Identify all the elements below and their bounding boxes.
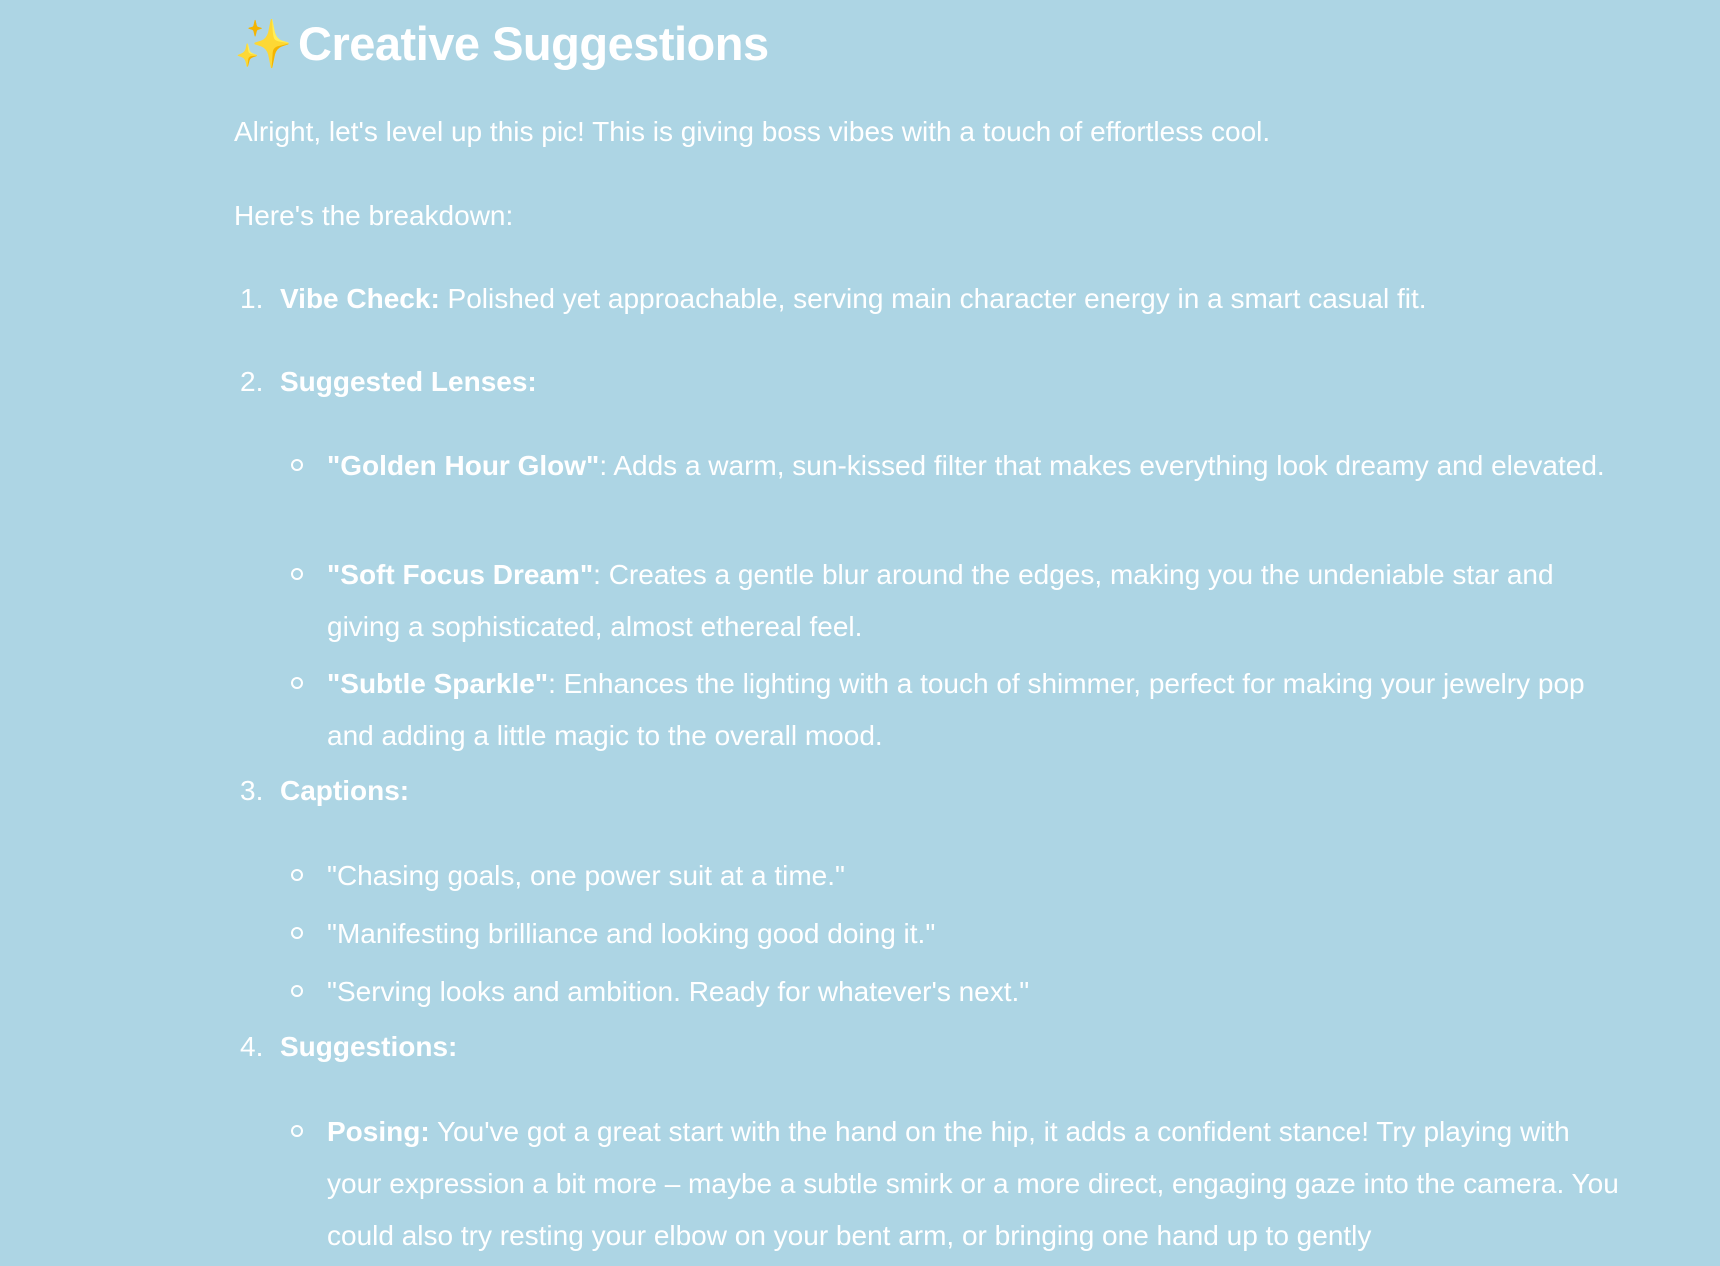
sub-item-text: : Creates a gentle blur around the edges, making you the undeniable star and giving a sophisticated, almost ethereal feel.	[327, 559, 1554, 642]
page-title	[234, 8, 1634, 80]
hollow-bullet-icon	[291, 869, 303, 881]
sub-list-item	[327, 1106, 1627, 1262]
breakdown-label: Here's the breakdown:	[234, 200, 514, 231]
list-number: 4.	[240, 1031, 264, 1062]
sub-item-label: "Subtle Sparkle"	[327, 668, 549, 699]
hollow-bullet-icon	[291, 1125, 303, 1137]
page-title-text: Creative Suggestions	[298, 17, 769, 70]
sub-list-item	[327, 966, 1627, 1018]
hollow-bullet-icon	[291, 927, 303, 939]
sub-item-text: "Manifesting brilliance and looking good doing it."	[327, 918, 936, 949]
sub-item-text: You've got a great start with the hand on the hip, it adds a confident stance! Try playing with your expression a bit more – maybe a subtle smirk or a more direct, engaging gaze into the camera. You could also try resting your elbow on your bent arm, or bringing one hand up to gently	[327, 1116, 1619, 1251]
response-content	[234, 0, 1634, 1251]
list-number: 2.	[240, 366, 264, 397]
sub-item-text: : Adds a warm, sun-kissed filter that makes everything look dreamy and elevated.	[599, 450, 1605, 481]
list-item-label: Captions:	[280, 775, 410, 806]
list-item-label: Suggested Lenses:	[280, 366, 537, 397]
sub-item-text: "Serving looks and ambition. Ready for whatever's next."	[327, 976, 1030, 1007]
hollow-bullet-icon	[291, 677, 303, 689]
sub-list-item	[327, 440, 1627, 492]
sub-list-item	[327, 850, 1627, 902]
intro-text: Alright, let's level up this pic! This is giving boss vibes with a touch of effortless cool.	[234, 116, 1271, 147]
hollow-bullet-icon	[291, 568, 303, 580]
hollow-bullet-icon	[291, 985, 303, 997]
sub-item-text: : Enhances the lighting with a touch of shimmer, perfect for making your jewelry pop and adding a little magic to the overall mood.	[327, 668, 1585, 751]
sub-list-item	[327, 908, 1627, 960]
list-number: 3.	[240, 775, 264, 806]
list-item-label: Vibe Check:	[280, 283, 440, 314]
list-number: 1.	[240, 283, 264, 314]
sub-item-label: "Golden Hour Glow"	[327, 450, 600, 481]
list-item-captions	[280, 771, 409, 811]
list-item-suggested-lenses	[280, 362, 537, 402]
sub-item-text: "Chasing goals, one power suit at a time."	[327, 860, 845, 891]
list-item-text: Polished yet approachable, serving main character energy in a smart casual fit.	[439, 283, 1427, 314]
hollow-bullet-icon	[291, 459, 303, 471]
list-item-suggestions	[280, 1027, 457, 1067]
sub-item-label: "Soft Focus Dream"	[327, 559, 594, 590]
list-item-vibe-check	[280, 279, 1427, 319]
list-item-label: Suggestions:	[280, 1031, 458, 1062]
sub-list-item	[327, 658, 1627, 762]
sparkles-icon: ✨	[234, 17, 293, 70]
sub-item-label: Posing:	[327, 1116, 430, 1147]
sub-list-item	[327, 549, 1627, 653]
